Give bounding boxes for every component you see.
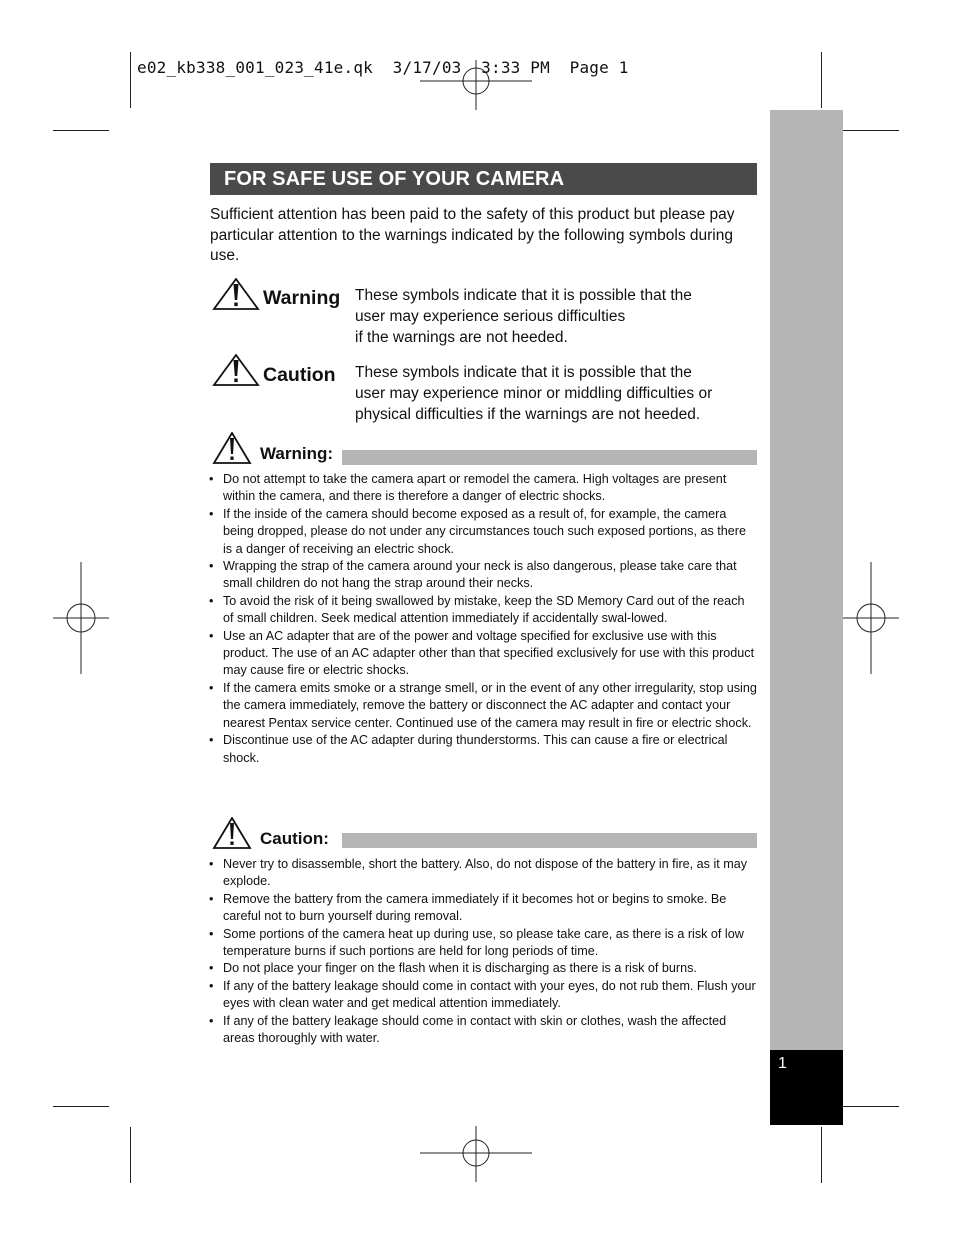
crop-mark <box>53 130 109 131</box>
warning-description <box>355 285 755 348</box>
crop-mark <box>821 1127 822 1183</box>
list-item: • Discontinue use of the AC adapter during thunderstorms. This can cause a fire or electrical shock. <box>208 732 758 767</box>
caution-description-line: These symbols indicate that it is possible that the <box>355 364 692 381</box>
list-item: • Never try to disassemble, short the battery. Also, do not dispose of the battery in fire, as it may explode. <box>208 856 758 891</box>
caution-description-line: physical difficulties if the warnings are not heeded. <box>355 406 701 423</box>
list-item: • If the inside of the camera should become exposed as a result of, for example, the camera being dropped, please do not under any circumstances touch such exposed portions, as there is a danger of receiving an electric shock. <box>208 506 758 558</box>
warning-section-label: Warning: <box>260 444 334 463</box>
warning-symbol-row <box>212 285 757 347</box>
crop-mark <box>53 1106 109 1107</box>
warning-label: Warning <box>263 287 341 309</box>
list-item: • If any of the battery leakage should come in contact with your eyes, do not rub them. Flush your eyes with clean water and get medical attention immediately. <box>208 978 758 1013</box>
warning-description-line: if the warnings are not heeded. <box>355 329 568 346</box>
page-number: 1 <box>778 1055 787 1072</box>
crop-mark <box>130 1127 131 1183</box>
intro-paragraph: Sufficient attention has been paid to the safety of this product but please pay particular attention to the warnings indicated by the following symbols during use. <box>210 206 735 264</box>
registration-crosshair-icon <box>843 562 899 674</box>
crop-mark <box>843 1106 899 1107</box>
caution-description <box>355 362 755 425</box>
caution-section-heading <box>212 817 757 853</box>
list-item: • Remove the battery from the camera immediately if it becomes hot or begins to smoke. Be careful not to burn yourself during removal. <box>208 891 758 926</box>
caution-section-label: Caution: <box>260 829 329 848</box>
side-tab <box>770 110 843 1125</box>
warning-triangle-icon <box>212 432 252 464</box>
crop-mark <box>130 52 131 108</box>
crop-mark <box>821 52 822 108</box>
caution-list <box>208 856 758 1047</box>
list-item: • To avoid the risk of it being swallowed by mistake, keep the SD Memory Card out of the reach of small children. Seek medical attention immediately if accidentally swal-lowed. <box>208 593 758 628</box>
caution-description-line: user may experience minor or middling difficulties or <box>355 385 713 402</box>
warning-list <box>208 471 758 767</box>
caution-symbol-row <box>212 362 757 426</box>
section-rule <box>342 450 757 465</box>
warning-triangle-icon <box>212 278 260 310</box>
warning-description-line: user may experience serious difficulties <box>355 308 626 325</box>
list-item: • If any of the battery leakage should come in contact with skin or clothes, wash the affected areas thoroughly with water. <box>208 1013 758 1048</box>
list-item: • Some portions of the camera heat up during use, so please take care, as there is a risk of low temperature burns if such portions are held for long periods of time. <box>208 926 758 961</box>
list-item: • Use an AC adapter that are of the power and voltage specified for exclusive use with this product. The use of an AC adapter other than that specified exclusively for use with this product may cause fire or electric shocks. <box>208 628 758 680</box>
section-rule <box>342 833 757 848</box>
caution-triangle-icon <box>212 354 260 386</box>
caution-label: Caution <box>263 364 336 386</box>
list-item: • Wrapping the strap of the camera around your neck is also dangerous, please take care that small children do not hang the strap around their necks. <box>208 558 758 593</box>
warning-section-heading <box>212 432 757 468</box>
list-item: • Do not attempt to take the camera apart or remodel the camera. High voltages are present within the camera, and there is therefore a danger of electric shocks. <box>208 471 758 506</box>
list-item: • Do not place your finger on the flash when it is discharging as there is a risk of burns. <box>208 960 758 977</box>
caution-triangle-icon <box>212 817 252 849</box>
page-number-tab <box>770 1050 843 1125</box>
registration-crosshair-icon <box>53 562 109 674</box>
page-title: FOR SAFE USE OF YOUR CAMERA <box>210 163 757 195</box>
registration-crosshair-icon <box>420 1126 532 1182</box>
list-item: • If the camera emits smoke or a strange smell, or in the event of any other irregularity, stop using the camera immediately, remove the battery or disconnect the AC adapter and contact your nearest Pentax service center. Continued use of the camera may result in fire or electric shock. <box>208 680 758 732</box>
warning-description-line: These symbols indicate that it is possible that the <box>355 287 692 304</box>
crop-mark <box>843 130 899 131</box>
file-slug: e02_kb338_001_023_41e.qk 3/17/03 3:33 PM Page 1 <box>137 58 629 77</box>
